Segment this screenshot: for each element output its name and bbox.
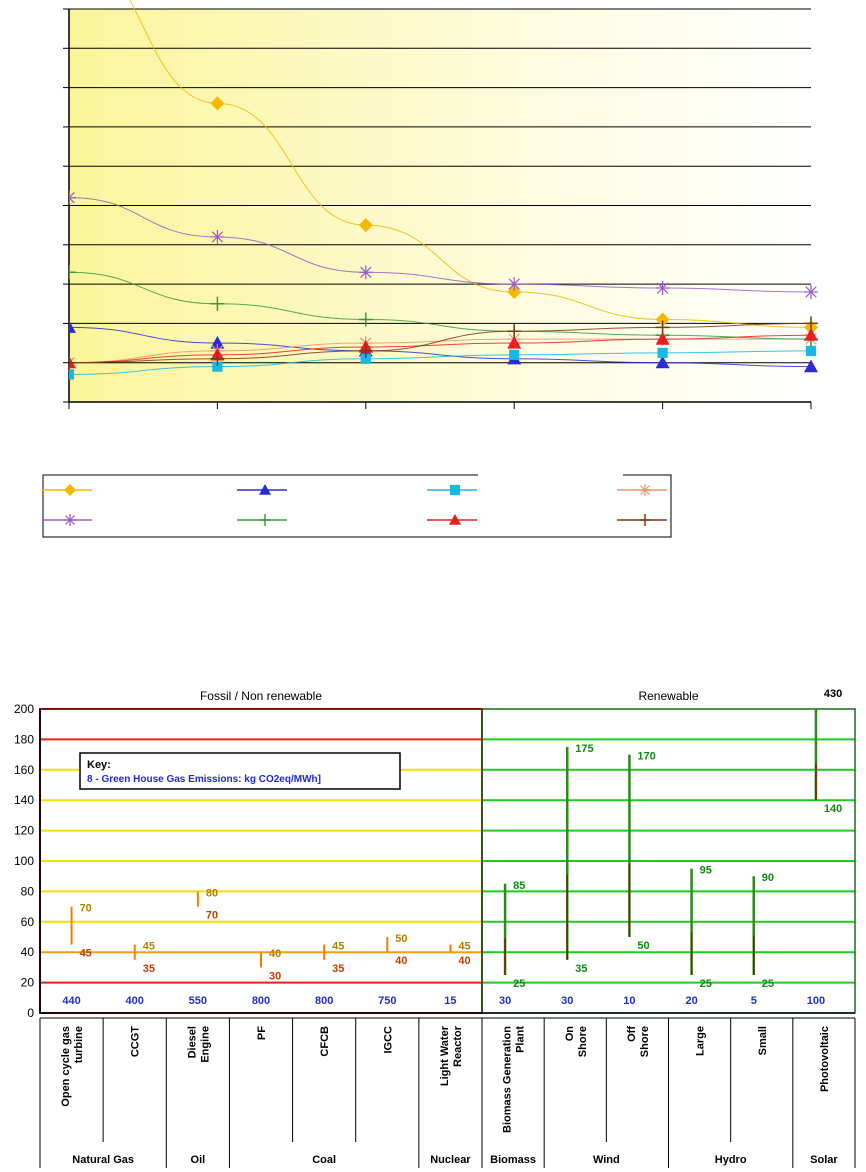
group-label: Natural Gas xyxy=(72,1154,135,1166)
category-label: Off xyxy=(625,1026,638,1042)
y-tick-label: 0 xyxy=(27,1006,34,1020)
data-point xyxy=(658,348,668,358)
category-label: Plant xyxy=(514,1026,527,1053)
data-point xyxy=(210,230,224,244)
data-point xyxy=(62,191,76,205)
group-label: Solar xyxy=(810,1154,838,1166)
range-bar-6 xyxy=(444,941,470,1007)
category-label: Photovoltaic xyxy=(818,1026,831,1093)
category-label: Shore xyxy=(638,1026,651,1058)
data-point xyxy=(450,485,460,495)
max-label: 50 xyxy=(395,933,408,945)
key-title: Key: xyxy=(87,759,111,771)
count-label: 550 xyxy=(188,995,208,1007)
max-label: 95 xyxy=(699,864,712,877)
data-point xyxy=(804,285,818,299)
count-label: 400 xyxy=(125,995,144,1007)
chart-key xyxy=(80,753,400,789)
category-label: Diesel xyxy=(186,1026,199,1059)
group-label: Hydro xyxy=(714,1154,747,1166)
y-tick-label: 40 xyxy=(20,945,34,960)
category-label: IGCC xyxy=(382,1026,395,1054)
y-tick-label: 180 xyxy=(13,732,34,747)
y-tick-label: 120 xyxy=(13,823,34,838)
range-bar-1 xyxy=(126,941,155,1007)
category-label: CCGT xyxy=(129,1026,142,1058)
category-label: CFCB xyxy=(319,1026,332,1057)
category-label: Reactor xyxy=(451,1026,464,1067)
y-tick-label: 60 xyxy=(20,914,34,929)
max-label: 170 xyxy=(637,750,656,763)
category-label: Biomass Generation xyxy=(501,1026,514,1133)
min-label: 140 xyxy=(823,803,843,816)
bottom-range-chart xyxy=(0,680,866,1172)
group-label: Oil xyxy=(190,1154,206,1166)
max-label: 45 xyxy=(332,940,345,953)
category-label: Open cycle gas xyxy=(60,1026,73,1107)
group-label: Wind xyxy=(592,1154,620,1166)
count-label: 750 xyxy=(378,995,397,1007)
category-label: turbine xyxy=(73,1026,86,1064)
legend-box xyxy=(43,475,671,537)
max-label: 45 xyxy=(458,940,471,953)
min-label: 35 xyxy=(142,962,155,975)
min-label: 45 xyxy=(79,947,92,960)
category-label: Engine xyxy=(199,1026,212,1063)
key-text: 8 - Green House Gas Emissions: kg CO2eq/MWh] xyxy=(87,774,321,785)
data-point xyxy=(656,281,670,295)
min-label: 70 xyxy=(205,909,219,922)
min-label: 25 xyxy=(513,978,526,990)
min-label: 40 xyxy=(395,955,408,968)
legend xyxy=(42,470,671,537)
range-bar-3 xyxy=(252,948,281,1007)
count-label: 30 xyxy=(498,995,512,1007)
count-label: 10 xyxy=(623,995,636,1007)
min-label: 40 xyxy=(458,955,471,968)
data-point xyxy=(64,369,74,379)
y-tick-label: 80 xyxy=(20,884,34,899)
range-bar-10 xyxy=(685,865,711,1007)
max-label: 45 xyxy=(142,940,155,953)
range-bar-8 xyxy=(561,743,593,1007)
data-point xyxy=(509,350,519,360)
data-point xyxy=(507,277,521,291)
min-label: 25 xyxy=(761,978,774,990)
data-point xyxy=(359,265,373,279)
max-label: 90 xyxy=(761,872,774,885)
range-bar-12 xyxy=(807,688,843,1007)
min-label: 30 xyxy=(269,970,282,983)
count-label: 30 xyxy=(561,995,574,1007)
count-label: 5 xyxy=(750,995,757,1007)
category-label: PF xyxy=(256,1026,268,1041)
header-renewable: Renewable xyxy=(638,689,699,703)
max-label: 70 xyxy=(79,902,92,915)
data-point xyxy=(64,514,76,526)
count-label: 100 xyxy=(806,995,826,1007)
header-fossil: Fossil / Non renewable xyxy=(199,689,323,703)
category-label: On xyxy=(563,1026,576,1042)
range-bar-7 xyxy=(499,880,525,1007)
category-label: Large xyxy=(694,1026,707,1056)
range-bar-5 xyxy=(378,933,407,1007)
min-label: 50 xyxy=(637,940,650,952)
data-point xyxy=(806,346,816,356)
category-label: Shore xyxy=(576,1026,589,1058)
y-tick-label: 140 xyxy=(13,793,34,808)
range-bar-9 xyxy=(623,751,655,1007)
top-line-chart xyxy=(0,0,866,560)
group-label: Coal xyxy=(312,1154,337,1166)
max-label: 85 xyxy=(513,879,526,892)
max-label: 430 xyxy=(823,688,843,700)
min-label: 35 xyxy=(332,962,345,975)
data-point xyxy=(639,484,651,496)
max-label: 40 xyxy=(269,948,282,961)
min-label: 25 xyxy=(699,978,712,990)
count-label: 20 xyxy=(685,995,698,1007)
max-label: 80 xyxy=(205,887,219,900)
range-bar-2 xyxy=(189,887,218,1007)
range-bar-4 xyxy=(315,941,344,1007)
y-tick-label: 160 xyxy=(13,762,34,777)
count-label: 440 xyxy=(62,995,81,1007)
group-label: Nuclear xyxy=(430,1154,471,1166)
y-tick-label: 100 xyxy=(13,854,34,868)
y-tick-label: 20 xyxy=(20,975,34,990)
range-bar-0 xyxy=(62,903,91,1007)
category-label: Small xyxy=(756,1026,769,1056)
count-label: 800 xyxy=(314,995,334,1007)
count-label: 800 xyxy=(251,995,271,1007)
y-tick-label: 200 xyxy=(13,702,34,716)
max-label: 175 xyxy=(575,743,594,755)
min-label: 35 xyxy=(575,962,588,975)
group-label: Biomass xyxy=(490,1154,537,1166)
category-label: Light Water xyxy=(438,1026,451,1087)
count-label: 15 xyxy=(444,995,457,1007)
range-bar-11 xyxy=(751,872,774,1007)
